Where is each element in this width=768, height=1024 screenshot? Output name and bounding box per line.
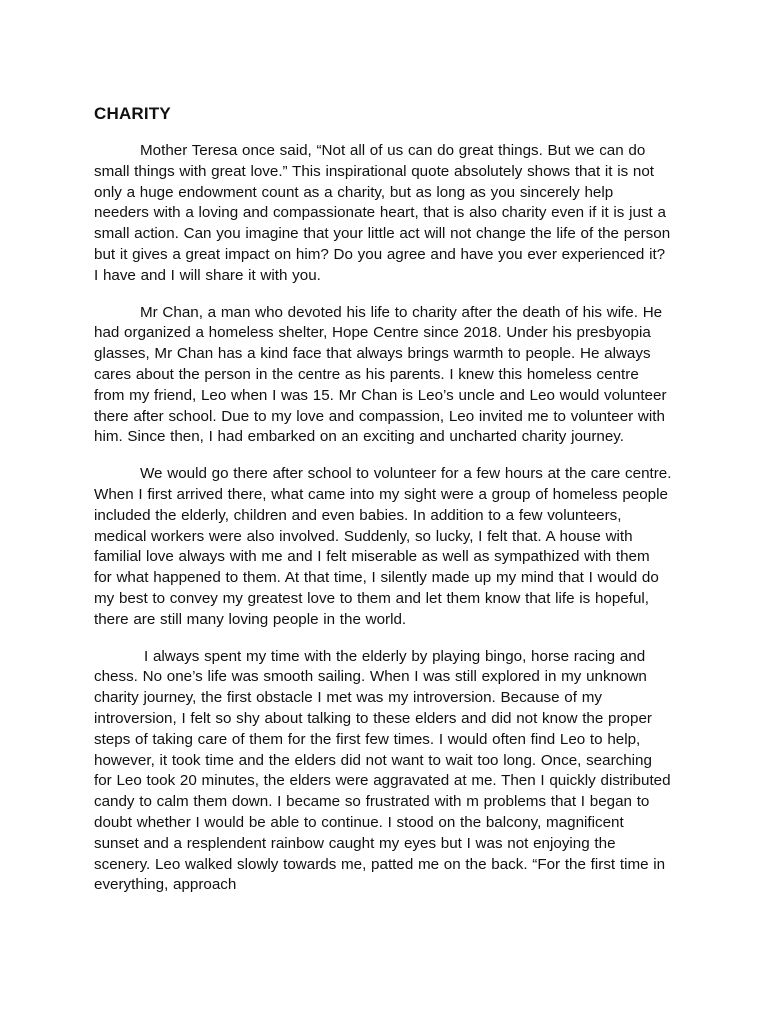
paragraph-4: I always spent my time with the elderly by playing bingo, horse racing and chess. No one’s life was smooth sailing. When I was still explored in my unknown charity journey, the first obstacle I met was my introversion. Because of my introversion, I felt so shy about talking to these elders and did not know the proper steps of taking care of them for the first few times. I would often find Leo to help, however, it took time and the elders did not want to wait too long. Once, searching for Leo took 20 minutes, the elders were aggravated at me. Then I quickly distributed candy to calm them down. I became so frustrated with m problems that I began to doubt whether I would be able to continue. I stood on the balcony, magnificent sunset and a resplendent rainbow caught my eyes but I was not enjoying the scenery. Leo walked slowly towards me, patted me on the back. “For the first time in everything, approach: [94, 647, 671, 894]
document-body: [94, 141, 672, 912]
document-title: CHARITY: [94, 104, 171, 123]
paragraph-3: We would go there after school to volunteer for a few hours at the care centre. When I first arrived there, what came into my sight were a group of homeless people included the elderly, children and even babies. In addition to a few volunteers, medical workers were also involved. Suddenly, so lucky, I felt that. A house with familial love always with me and I felt miserable as well as sympathized with them for what happened to them. At that time, I silently made up my mind that I would do my best to convey my greatest love to them and let them know that life is hopeful, there are still many loving people in the world.: [94, 465, 672, 628]
paragraph-2: Mr Chan, a man who devoted his life to charity after the death of his wife. He had organized a homeless shelter, Hope Centre since 2018. Under his presbyopia glasses, Mr Chan has a kind face that always brings warmth to people. He always cares about the person in the centre as his parents. I knew this homeless centre from my friend, Leo when I was 15. Mr Chan is Leo’s uncle and Leo would volunteer there after school. Due to my love and compassion, Leo invited me to volunteer with him. Since then, I had embarked on an exciting and uncharted charity journey.: [94, 303, 667, 446]
paragraph-1: Mother Teresa once said, “Not all of us can do great things. But we can do small things with great love.” This inspirational quote absolutely shows that it is not only a huge endowment count as a charity, but as long as you sincerely help needers with a loving and compassionate heart, that is also charity even if it is just a small action. Can you imagine that your little act will not change the life of the person but it gives a great impact on him? Do you agree and have you ever experienced it? I have and I will share it with you.: [94, 142, 671, 284]
